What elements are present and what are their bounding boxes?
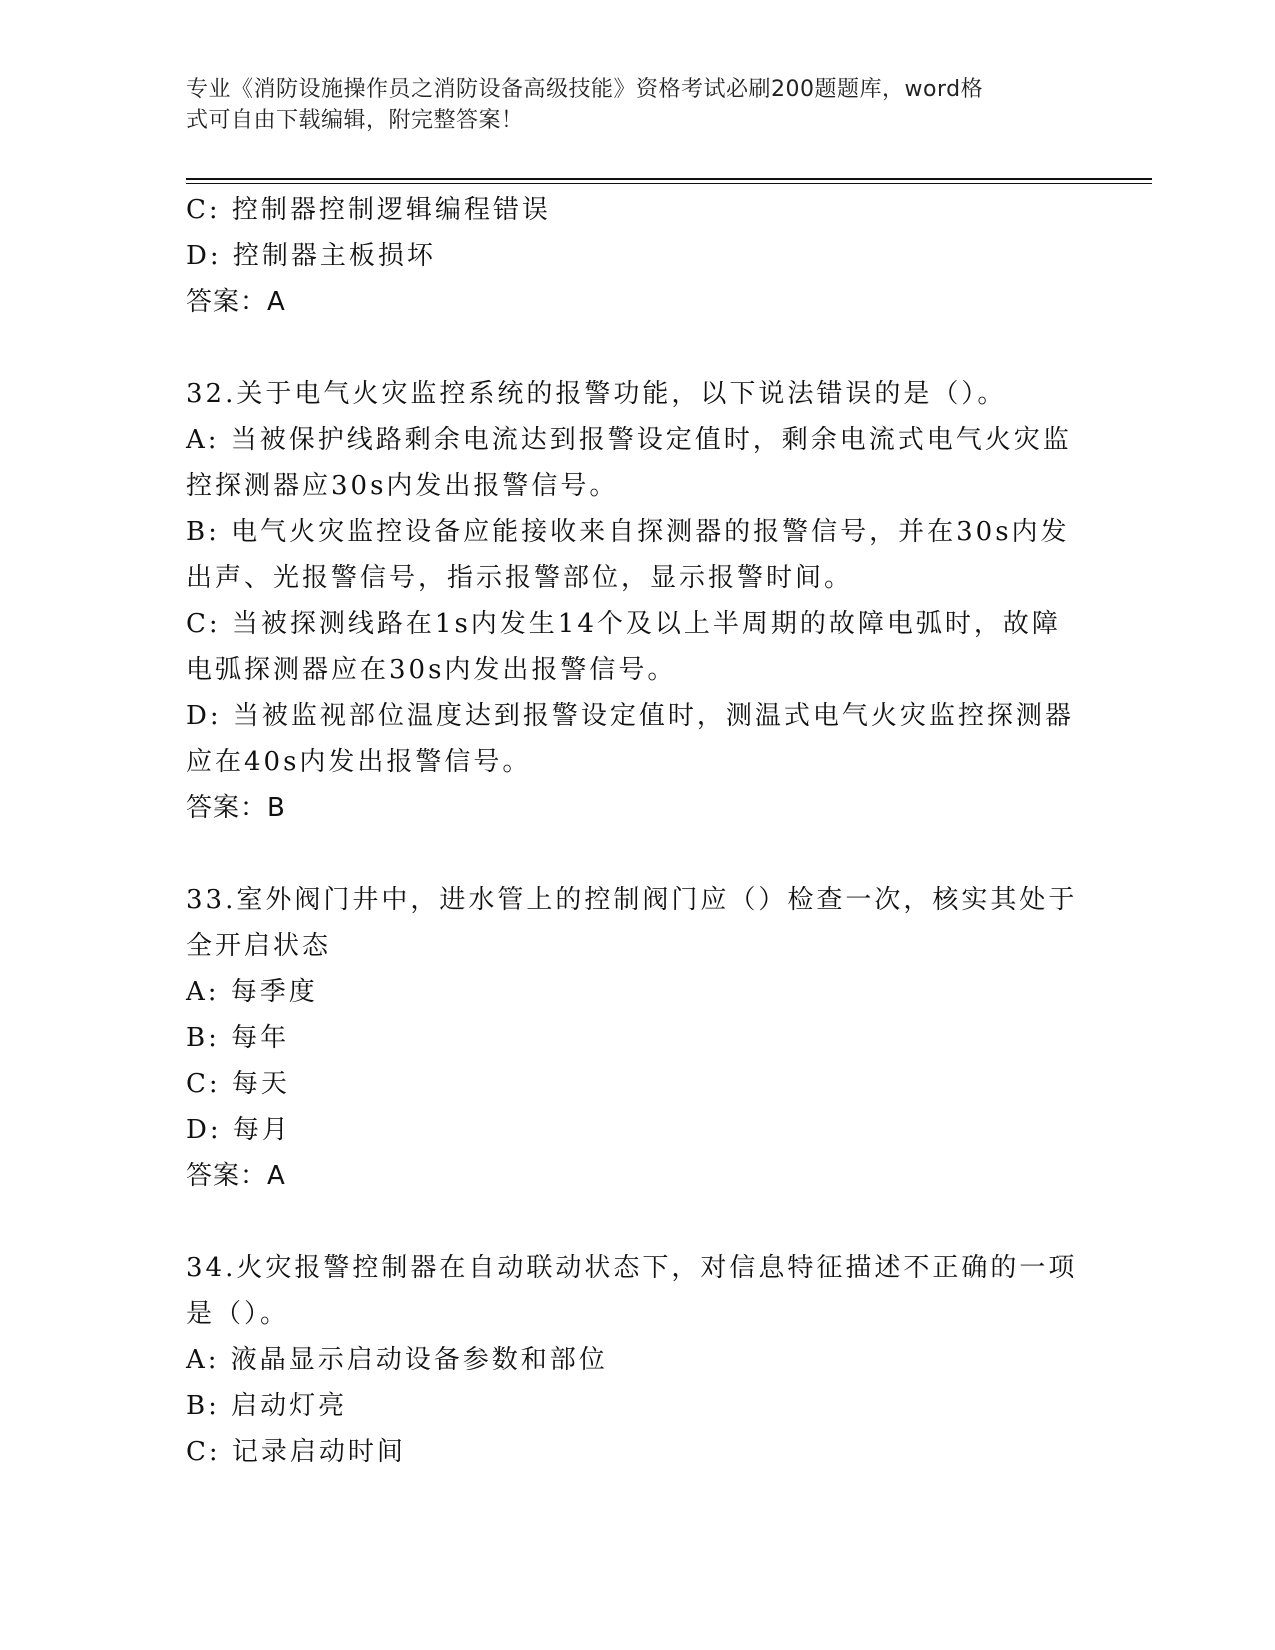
q31-answer: 答案：A (186, 287, 286, 317)
q34-stem-line-1: 34.火灾报警控制器在自动联动状态下，对信息特征描述不正确的一项 (186, 1253, 1078, 1283)
q34-option-b: B: 启动灯亮 (186, 1391, 348, 1421)
q31-option-c: C: 控制器控制逻辑编程错误 (186, 195, 551, 225)
document-header (186, 74, 1066, 136)
spacer (186, 831, 1086, 877)
header-rule-thin (186, 183, 1152, 184)
header-line-1: 专业《消防设施操作员之消防设备高级技能》资格考试必刷200题题库，word格 (186, 77, 984, 102)
q32-option-d-line-2: 应在40s内发出报警信号。 (186, 747, 532, 777)
header-rule-thick (186, 178, 1152, 180)
question-34 (186, 1245, 1086, 1475)
question-content (186, 187, 1086, 1475)
spacer (186, 325, 1086, 371)
q33-answer: 答案：A (186, 1161, 286, 1191)
q32-option-a-line-2: 控探测器应30s内发出报警信号。 (186, 471, 619, 501)
q31-option-d: D: 控制器主板损坏 (186, 241, 436, 271)
spacer (186, 1199, 1086, 1245)
q33-option-d: D: 每月 (186, 1115, 291, 1145)
q33-stem-line-2: 全开启状态 (186, 931, 332, 961)
question-31-tail (186, 187, 1086, 325)
header-line-2: 式可自由下载编辑，附完整答案！ (186, 108, 524, 133)
q33-option-a: A: 每季度 (186, 977, 318, 1007)
q33-option-b: B: 每年 (186, 1023, 290, 1053)
q32-option-b-line-1: B: 电气火灾监控设备应能接收来自探测器的报警信号，并在30s内发 (186, 517, 1070, 547)
q34-option-a: A: 液晶显示启动设备参数和部位 (186, 1345, 608, 1375)
q33-stem-line-1: 33.室外阀门井中，进水管上的控制阀门应（）检查一次，核实其处于 (186, 885, 1078, 915)
question-33 (186, 877, 1086, 1199)
q32-stem: 32.关于电气火灾监控系统的报警功能，以下说法错误的是（）。 (186, 379, 1007, 409)
q32-option-b-line-2: 出声、光报警信号，指示报警部位，显示报警时间。 (186, 563, 854, 593)
question-32 (186, 371, 1086, 831)
q32-option-a-line-1: A: 当被保护线路剩余电流达到报警设定值时，剩余电流式电气火灾监 (186, 425, 1072, 455)
q32-answer: 答案：B (186, 793, 286, 823)
q32-option-c-line-1: C: 当被探测线路在1s内发生14个及以上半周期的故障电弧时，故障 (186, 609, 1061, 639)
q32-option-c-line-2: 电弧探测器应在30s内发出报警信号。 (186, 655, 677, 685)
q32-option-d-line-1: D: 当被监视部位温度达到报警设定值时，测温式电气火灾监控探测器 (186, 701, 1074, 731)
q34-stem-line-2: 是（）。 (186, 1299, 290, 1329)
q33-option-c: C: 每天 (186, 1069, 290, 1099)
q34-option-c: C: 记录启动时间 (186, 1437, 406, 1467)
